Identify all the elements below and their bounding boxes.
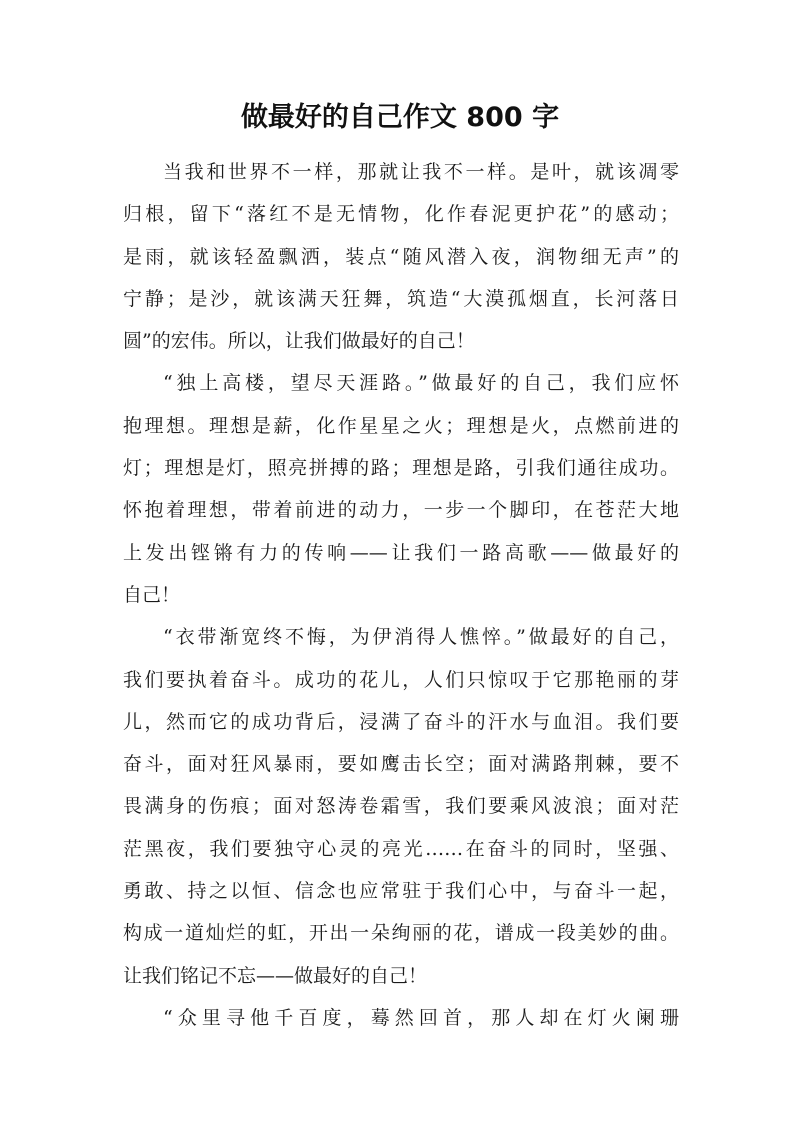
document-title: 做最好的自己作文 800 字 bbox=[240, 102, 560, 133]
text-line: 是雨，就该轻盈飘洒，装点“随风潜入夜，润物细无声”的 bbox=[123, 245, 679, 268]
text-line: 自己！ bbox=[123, 583, 181, 606]
text-line: 当我和世界不一样，那就让我不一样。是叶，就该凋零 bbox=[163, 161, 679, 183]
paragraph-3 bbox=[123, 616, 679, 997]
text-line: 灯；理想是灯，照亮拼搏的路；理想是路，引我们通往成功。 bbox=[123, 457, 679, 480]
text-line: 我们要执着奋斗。成功的花儿，人们只惊叹于它那艳丽的芽 bbox=[123, 668, 679, 691]
text-line: “独上高楼，望尽天涯路。”做最好的自己，我们应怀 bbox=[163, 372, 679, 395]
text-line: 归根，留下“落红不是无情物，化作春泥更护花”的感动； bbox=[123, 203, 679, 226]
text-line: 上发出铿锵有力的传响——让我们一路高歌——做最好的 bbox=[123, 541, 679, 564]
essay-body bbox=[123, 151, 679, 1039]
text-line: “衣带渐宽终不悔，为伊消得人憔悴。”做最好的自己， bbox=[163, 626, 679, 649]
text-line: 奋斗，面对狂风暴雨，要如鹰击长空；面对满路荆棘，要不 bbox=[123, 753, 679, 776]
text-line: 勇敢、持之以恒、信念也应常驻于我们心中，与奋斗一起， bbox=[123, 880, 679, 903]
text-line: 让我们铭记不忘——做最好的自己！ bbox=[123, 964, 428, 987]
paragraph-2 bbox=[123, 362, 679, 616]
text-line: 抱理想。理想是薪，化作星星之火；理想是火，点燃前进的 bbox=[123, 414, 679, 437]
text-line: 构成一道灿烂的虹，开出一朵绚丽的花，谱成一段美妙的曲。 bbox=[123, 922, 679, 945]
paragraph-4 bbox=[123, 997, 679, 1039]
text-line: 怀抱着理想，带着前进的动力，一步一个脚印，在苍茫大地 bbox=[123, 499, 679, 522]
text-line: 畏满身的伤痕；面对怒涛卷霜雪，我们要乘风波浪；面对茫 bbox=[123, 795, 679, 818]
text-line: 茫黑夜，我们要独守心灵的亮光……在奋斗的同时，坚强、 bbox=[123, 837, 679, 860]
text-line: 圆”的宏伟。所以，让我们做最好的自己！ bbox=[123, 330, 475, 353]
text-line: 儿，然而它的成功背后，浸满了奋斗的汗水与血泪。我们要 bbox=[123, 710, 679, 733]
paragraph-1 bbox=[123, 151, 679, 362]
text-line: “众里寻他千百度，蓦然回首，那人却在灯火阑珊 bbox=[163, 1006, 679, 1029]
text-line: 宁静；是沙，就该满天狂舞，筑造“大漠孤烟直，长河落日 bbox=[123, 287, 679, 310]
